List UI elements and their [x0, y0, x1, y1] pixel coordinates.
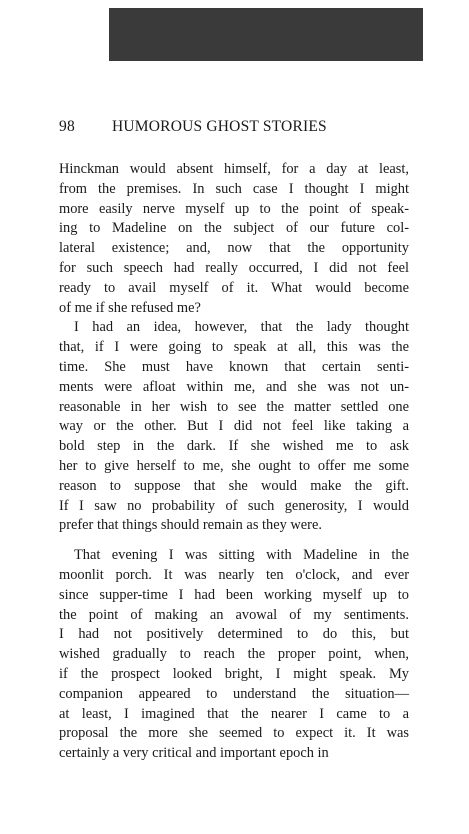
text-line: at least, I imagined that the nearer I came to a [59, 705, 409, 722]
text-line: wished gradually to reach the proper point, when, [59, 646, 409, 663]
text-line: that, if I were going to speak at all, this was the [59, 339, 409, 356]
text-line: I had an idea, however, that the lady thought [74, 319, 409, 336]
text-line: If I saw no probability of such generosity, I would [59, 497, 409, 514]
text-line: if the prospect looked bright, I might speak. My [59, 665, 409, 682]
text-line: reason to suppose that she would make the gift. [59, 477, 409, 494]
text-line: moonlit porch. It was nearly ten o'clock, and ever [59, 566, 409, 583]
redaction-bar [109, 8, 423, 61]
page-header [59, 118, 419, 140]
paragraph [59, 160, 409, 318]
section-break [59, 536, 409, 546]
text-line: of me if she refused me? [59, 299, 201, 316]
text-line: ments were afloat within me, and she was not un- [59, 378, 409, 395]
text-line: way or the other. But I did not feel like taking a [59, 418, 409, 435]
text-line: lateral existence; and, now that the opportunity [59, 240, 409, 257]
text-line: more easily nerve myself up to the point of speak- [59, 200, 409, 217]
text-line: I had not positively determined to do this, but [59, 626, 409, 643]
running-head: HUMOROUS GHOST STORIES [112, 118, 327, 135]
text-line: companion appeared to understand the situation— [59, 685, 409, 702]
text-line: from the premises. In such case I thought I might [59, 180, 409, 197]
body-text [59, 160, 409, 764]
text-line: her to give herself to me, she ought to offer me some [59, 457, 409, 474]
page-number: 98 [59, 118, 75, 135]
text-line: the point of making an avowal of my sentiments. [59, 606, 409, 623]
text-line: ready to avail myself of it. What would become [59, 279, 409, 296]
text-line: ing to Madeline on the subject of our future col- [59, 220, 409, 237]
text-line: Hinckman would absent himself, for a day at least, [59, 161, 409, 177]
text-line: proposal the more she seemed to expect it. It was [59, 725, 409, 742]
text-line: since supper-time I had been working myself up to [59, 586, 409, 603]
text-line: reasonable in her wish to see the matter settled one [59, 398, 409, 415]
paragraph [59, 546, 409, 764]
text-line: for such speech had really occurred, I did not feel [59, 259, 409, 276]
text-line: bold step in the dark. If she wished me to ask [59, 438, 409, 455]
text-line: That evening I was sitting with Madeline in the [74, 547, 409, 564]
text-line: prefer that things should remain as they were. [59, 517, 322, 534]
text-line: certainly a very critical and important epoch in [59, 745, 329, 762]
text-line: time. She must have known that certain senti- [59, 358, 409, 375]
paragraph [59, 318, 409, 536]
